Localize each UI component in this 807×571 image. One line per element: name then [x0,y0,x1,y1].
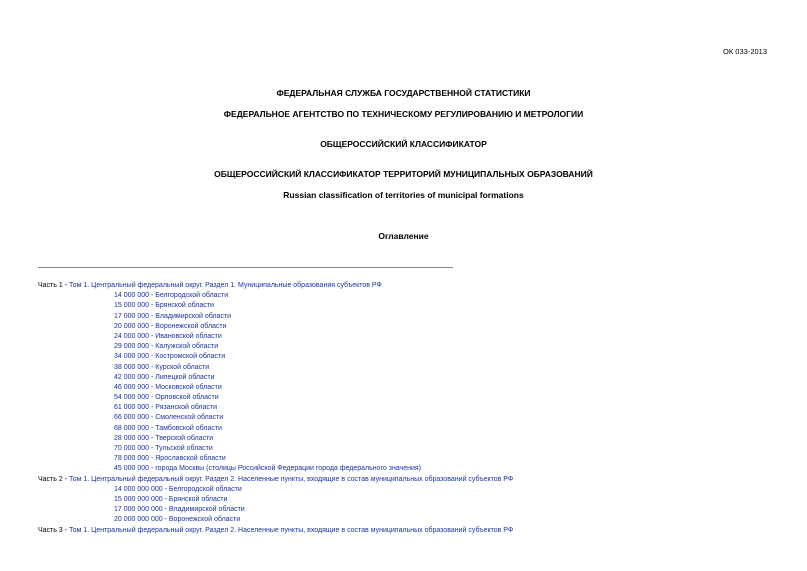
toc-item[interactable] [0,291,807,301]
toc-part-link[interactable]: Том 1. Центральный федеральный округ. Раздел 2. Населенные пункты, входящие в состав муниципальных образований субъектов РФ [68,526,514,534]
divider [38,267,453,268]
toc-part-1 [0,281,807,291]
toc-item[interactable] [0,373,807,383]
toc-item-link[interactable]: 15 000 000 - Брянской области [114,302,214,310]
toc-item-link[interactable]: 17 000 000 - Владимирской области [114,312,232,320]
toc-item-link[interactable]: 14 000 000 - Белгородской области [114,292,229,300]
heading-federal-statistics-service: ФЕДЕРАЛЬНАЯ СЛУЖБА ГОСУДАРСТВЕННОЙ СТАТИСТИКИ [276,88,531,98]
toc-item[interactable] [0,495,807,505]
toc-item[interactable] [0,515,807,525]
toc-item[interactable] [0,342,807,352]
toc-item[interactable] [0,301,807,311]
toc-item-link[interactable]: 38 000 000 - Курской области [114,363,210,371]
toc-item-link[interactable]: 70 000 000 - Тульской области [114,445,213,452]
toc-item-link[interactable]: 42 000 000 - Липецкой области [114,373,215,381]
toc-item-link[interactable]: 20 000 000 000 - Воронежской области [114,516,241,524]
heading-classifier-title: ОБЩЕРОССИЙСКИЙ КЛАССИФИКАТОР ТЕРРИТОРИЙ МУНИЦИПАЛЬНЫХ ОБРАЗОВАНИЙ [214,169,593,179]
table-of-contents [0,281,807,536]
toc-part-link[interactable]: Том 1. Центральный федеральный округ. Раздел 2. Населенные пункты, входящие в состав муниципальных образований субъектов РФ [68,475,514,483]
heading-table-of-contents: Оглавление [378,231,429,241]
toc-item-link[interactable]: 14 000 000 000 - Белгородской области [114,485,242,493]
toc-item[interactable] [0,434,807,444]
toc-item[interactable] [0,403,807,413]
toc-item-link[interactable]: 61 000 000 - Рязанской области [114,404,218,412]
toc-item[interactable] [0,464,807,474]
toc-item[interactable] [0,352,807,362]
toc-item[interactable] [0,485,807,495]
toc-part-label: Часть 2 - [38,475,69,483]
toc-item-link[interactable]: 66 000 000 - Смоленской области [114,414,224,422]
toc-part-link[interactable]: Том 1. Центральный федеральный округ. Раздел 1. Муниципальные образования субъектов РФ [68,282,382,289]
toc-item[interactable] [0,332,807,342]
toc-part-2 [0,475,807,485]
toc-item-link[interactable]: 46 000 000 - Московской области [114,383,222,391]
toc-part-3 [0,526,807,536]
toc-item-link[interactable]: 34 000 000 - Костромской области [114,353,226,361]
toc-part-label: Часть 1 - [38,282,69,289]
toc-item[interactable] [0,383,807,393]
toc-item-link[interactable]: 17 000 000 000 - Владимирской области [114,506,245,514]
toc-item[interactable] [0,312,807,322]
toc-item-link[interactable]: 45 000 000 - города Москвы (столицы Российской Федерации города федерального значения) [114,465,421,473]
heading-all-russian-classifier: ОБЩЕРОССИЙСКИЙ КЛАССИФИКАТОР [320,139,487,149]
toc-part-label: Часть 3 - [38,526,69,534]
toc-item-link[interactable]: 28 000 000 - Тверской области [114,434,214,442]
toc-item-link[interactable]: 78 000 000 - Ярославской области [114,455,226,463]
toc-item[interactable] [0,393,807,403]
toc-item[interactable] [0,424,807,434]
toc-item[interactable] [0,322,807,332]
document-code: ОК 033-2013 [723,47,767,56]
toc-item[interactable] [0,413,807,423]
toc-item[interactable] [0,444,807,454]
heading-english-title: Russian classification of territories of municipal formations [283,190,524,200]
heading-federal-agency-metrology: ФЕДЕРАЛЬНОЕ АГЕНТСТВО ПО ТЕХНИЧЕСКОМУ РЕГУЛИРОВАНИЮ И МЕТРОЛОГИИ [223,109,584,119]
toc-item-link[interactable]: 68 000 000 - Тамбовской области [114,424,222,432]
toc-item-link[interactable]: 20 000 000 - Воронежской области [114,322,227,330]
toc-item[interactable] [0,363,807,373]
toc-item[interactable] [0,505,807,515]
toc-item[interactable] [0,454,807,464]
toc-item-link[interactable]: 15 000 000 000 - Брянской области [114,495,228,503]
toc-item-link[interactable]: 54 000 000 - Орловской области [114,394,219,402]
toc-item-link[interactable]: 29 000 000 - Калужской области [114,343,219,351]
toc-item-link[interactable]: 24 000 000 - Ивановской области [114,332,222,340]
